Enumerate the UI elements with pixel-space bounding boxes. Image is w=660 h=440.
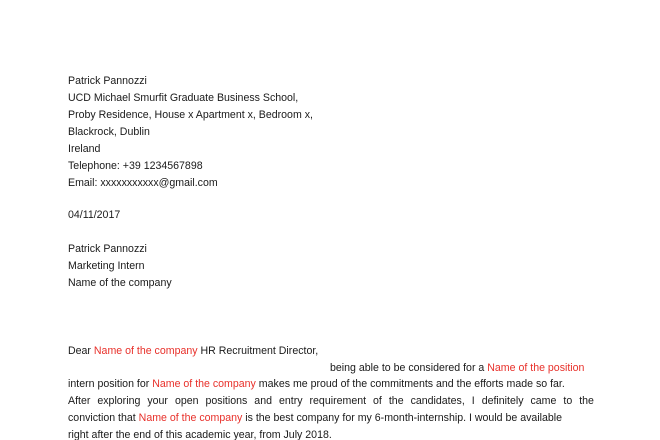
body-word: exploring — [97, 395, 141, 407]
body-word: the — [579, 395, 594, 407]
placeholder-company: Name of the company — [93, 345, 198, 357]
body-line-5: right after the end of this academic year, from July 2018. — [68, 429, 332, 440]
salutation-suffix: HR Recruitment Director, — [197, 345, 319, 357]
body-text: being able to be considered for a — [330, 362, 488, 374]
recipient-line: Marketing Intern — [68, 260, 145, 272]
body-line-2 — [68, 378, 565, 391]
body-word: and — [254, 395, 272, 407]
sender-email: Email: xxxxxxxxxxx@gmail.com — [68, 177, 218, 189]
placeholder-company: Name of the company — [138, 412, 243, 424]
salutation — [68, 345, 318, 358]
body-word: your — [147, 395, 168, 407]
sender-address-line: Blackrock, Dublin — [68, 126, 150, 138]
body-word: definitely — [481, 395, 524, 407]
body-text: intern position for — [68, 378, 153, 390]
sender-name: Patrick Pannozzi — [68, 75, 147, 87]
salutation-prefix: Dear — [68, 345, 94, 357]
body-word: open — [174, 395, 199, 407]
body-word: positions — [205, 395, 248, 407]
placeholder-position: Name of the position — [487, 362, 585, 374]
placeholder-company: Name of the company — [152, 378, 256, 390]
recipient-line: Patrick Pannozzi — [68, 243, 147, 255]
sender-address-line: UCD Michael Smurfit Graduate Business School, — [68, 92, 299, 104]
body-word: of — [373, 395, 382, 407]
body-word: to — [563, 395, 573, 407]
body-word: came — [530, 395, 557, 407]
body-word: candidates, — [410, 395, 465, 407]
body-text: makes me proud of the commitments and the efforts made so far. — [255, 378, 565, 390]
body-line-1 — [330, 362, 584, 375]
sender-address-line: Ireland — [68, 143, 101, 155]
recipient-line: Name of the company — [68, 277, 172, 289]
body-text: is the best company for my 6-month-internship. I would be available — [242, 412, 563, 424]
body-word: requirement — [309, 395, 367, 407]
body-text: conviction that — [68, 412, 139, 424]
body-line-3 — [68, 395, 594, 408]
sender-telephone: Telephone: +39 1234567898 — [68, 160, 203, 172]
letter-date: 04/11/2017 — [68, 209, 121, 221]
body-word: entry — [278, 395, 303, 407]
body-word: I — [471, 395, 475, 407]
sender-address-line: Proby Residence, House x Apartment x, Bedroom x, — [68, 109, 313, 121]
body-word: After — [68, 395, 91, 407]
body-word: the — [388, 395, 404, 407]
body-line-4 — [68, 412, 562, 425]
